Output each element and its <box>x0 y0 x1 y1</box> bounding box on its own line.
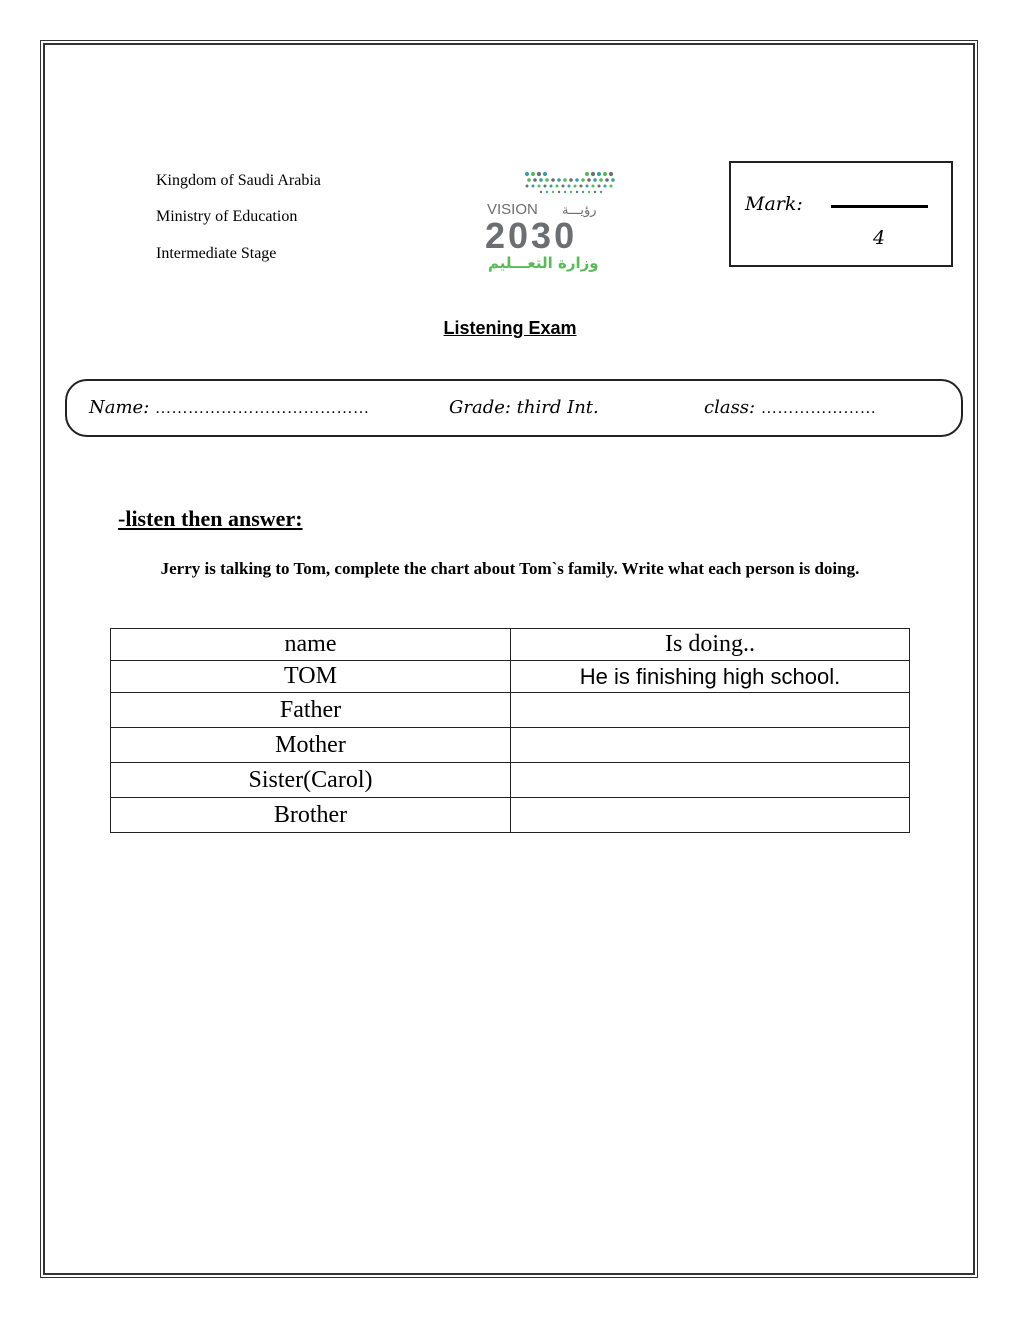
row-doing[interactable] <box>511 798 910 833</box>
grade-label: Grade: third Int. <box>449 397 599 418</box>
logo-dot <box>605 178 609 182</box>
logo-dot <box>610 185 613 188</box>
logo-dot <box>600 191 602 193</box>
name-field[interactable] <box>89 397 370 418</box>
logo-dot <box>587 178 591 182</box>
logo-dot <box>545 178 549 182</box>
row-doing[interactable] <box>511 763 910 798</box>
mark-box <box>729 161 953 267</box>
logo-dot <box>576 191 578 193</box>
logo-dot <box>568 185 571 188</box>
logo-dot <box>592 185 595 188</box>
logo-dot <box>552 191 554 193</box>
table-row <box>111 798 910 833</box>
logo-dot <box>533 178 537 182</box>
logo-dot <box>603 172 607 176</box>
logo-dot <box>575 178 579 182</box>
header-name: name <box>111 629 511 661</box>
logo-dot <box>538 185 541 188</box>
logo-dot <box>540 191 542 193</box>
mark-line <box>831 205 928 208</box>
vision-2030-logo <box>480 168 630 272</box>
logo-dot <box>562 185 565 188</box>
logo-dot <box>537 172 541 176</box>
instructions: Jerry is talking to Tom, complete the chart about Tom`s family. Write what each person is doing. <box>160 559 860 578</box>
exam-title: Listening Exam <box>443 318 577 338</box>
logo-dot <box>543 172 547 176</box>
logo-vision-text: VISION <box>487 201 538 218</box>
logo-dot <box>593 178 597 182</box>
logo-dot <box>594 191 596 193</box>
family-chart-table <box>110 628 910 833</box>
row-name: TOM <box>111 661 511 693</box>
name-dots: ………………………………… <box>155 400 370 417</box>
table-row <box>111 693 910 728</box>
row-doing[interactable] <box>511 728 910 763</box>
header-stage: Intermediate Stage <box>156 245 277 262</box>
logo-dot <box>532 185 535 188</box>
logo-dot <box>581 178 585 182</box>
row-name: Brother <box>111 798 511 833</box>
logo-dot <box>557 178 561 182</box>
row-name: Mother <box>111 728 511 763</box>
logo-dot <box>550 185 553 188</box>
logo-dot <box>604 185 607 188</box>
logo-dot <box>597 172 601 176</box>
logo-dot <box>539 178 543 182</box>
row-doing[interactable]: He is finishing high school. <box>511 661 910 693</box>
logo-dot <box>591 172 595 176</box>
table-header-row <box>111 629 910 661</box>
logo-dot <box>585 172 589 176</box>
student-info-box <box>65 379 963 437</box>
class-field[interactable] <box>704 397 876 418</box>
table-row <box>111 728 910 763</box>
mark-value: 4 <box>873 227 886 249</box>
class-dots: ………………… <box>760 400 877 417</box>
logo-arabic-vision: رؤيـــة <box>562 203 597 218</box>
header-ministry: Ministry of Education <box>156 208 298 225</box>
table-row <box>111 661 910 693</box>
logo-dot <box>586 185 589 188</box>
logo-dot <box>609 172 613 176</box>
header-kingdom: Kingdom of Saudi Arabia <box>156 172 321 189</box>
logo-dot <box>570 191 572 193</box>
logo-year: 2030 <box>485 215 578 256</box>
header-is-doing: Is doing.. <box>511 629 910 661</box>
row-name: Father <box>111 693 511 728</box>
logo-dot <box>588 191 590 193</box>
logo-ministry-arabic: وزارة التعـــليم <box>488 254 599 272</box>
logo-dot <box>546 191 548 193</box>
logo-dot <box>574 185 577 188</box>
table-row <box>111 763 910 798</box>
logo-dot <box>527 178 531 182</box>
section-title: -listen then answer: <box>118 506 303 531</box>
logo-dot <box>582 191 584 193</box>
logo-dot <box>551 178 555 182</box>
name-label: Name: <box>89 397 150 418</box>
logo-dot <box>598 185 601 188</box>
mark-label: Mark: <box>745 193 803 215</box>
logo-dot <box>569 178 573 182</box>
logo-dot <box>599 178 603 182</box>
row-name: Sister(Carol) <box>111 763 511 798</box>
logo-dot <box>563 178 567 182</box>
class-label: class: <box>704 397 756 418</box>
logo-dot <box>526 185 529 188</box>
logo-dot <box>564 191 566 193</box>
row-doing[interactable] <box>511 693 910 728</box>
logo-dot <box>558 191 560 193</box>
logo-dot <box>580 185 583 188</box>
logo-dot <box>531 172 535 176</box>
logo-dot <box>544 185 547 188</box>
logo-dot <box>611 178 615 182</box>
logo-dot <box>556 185 559 188</box>
logo-dot <box>525 172 529 176</box>
